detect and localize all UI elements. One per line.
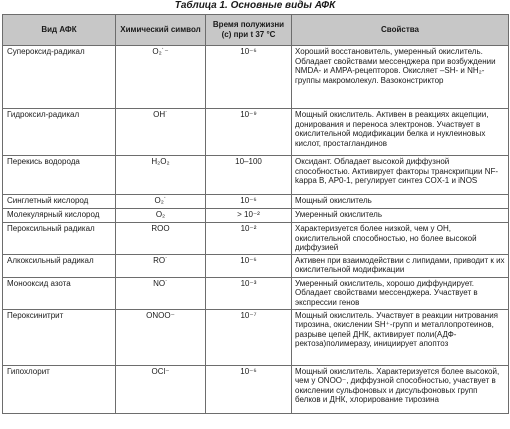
header-name: Вид АФК <box>3 15 116 46</box>
table-header-row <box>3 15 509 46</box>
header-symbol: Химический символ <box>116 15 206 46</box>
cell-properties: Умеренный окислитель <box>292 209 509 223</box>
table-row <box>3 209 509 223</box>
cell-symbol: OH˙ <box>116 109 206 156</box>
cell-properties: Мощный окислитель <box>292 195 509 209</box>
table-row <box>3 195 509 209</box>
cell-name: Синглетный кислород <box>3 195 116 209</box>
table-row <box>3 156 509 195</box>
cell-properties: Мощный окислитель. Активен в реакциях акцепции, донирования и переноса электронов. Участвует в окислительной модификации белка и нуклеиновых кислот, простагландинов <box>292 109 509 156</box>
cell-properties: Хороший восстановитель, умеренный окислитель. Обладает свойствами мессенджера при возбуждении NMDA- и AMPA-рецепторов. Окисляет –SH- и NH₂-группы макромолекул. Вазоконстриктор <box>292 46 509 109</box>
cell-half-life: 10⁻⁷ <box>206 309 292 365</box>
table-row <box>3 223 509 255</box>
cell-half-life: 10⁻⁶ <box>206 195 292 209</box>
cell-symbol: H₂O₂ <box>116 156 206 195</box>
cell-half-life: 10⁻⁶ <box>206 254 292 277</box>
cell-symbol: NO˙ <box>116 277 206 309</box>
cell-name: Супероксид-радикал <box>3 46 116 109</box>
cell-half-life: 10⁻⁹ <box>206 109 292 156</box>
table-row <box>3 309 509 365</box>
cell-name: Перекись водорода <box>3 156 116 195</box>
cell-symbol: O₂˙ <box>116 195 206 209</box>
header-properties: Свойства <box>292 15 509 46</box>
cell-name: Пероксинитрит <box>3 309 116 365</box>
cell-properties: Активен при взаимодействии с липидами, приводит к их окислительной модификации <box>292 254 509 277</box>
table-row <box>3 365 509 413</box>
cell-properties: Мощный окислитель. Характеризуется более высокой, чем у ONOO⁻, диффузной способностью, участвует в окислении сульфоновых и дисульфоновых групп белков и ДНК, хлорирование тирозина <box>292 365 509 413</box>
cell-symbol: OCl⁻ <box>116 365 206 413</box>
cell-symbol: ONOO⁻ <box>116 309 206 365</box>
table-row <box>3 109 509 156</box>
cell-half-life: 10⁻⁶ <box>206 365 292 413</box>
cell-name: Гидроксил-радикал <box>3 109 116 156</box>
afk-table <box>2 14 509 414</box>
cell-symbol: O₂˙⁻ <box>116 46 206 109</box>
cell-properties: Мощный окислитель. Участвует в реакции нитрования тирозина, окислении SH⁺-групп и металлопротеинов, разрыве цепей ДНК, активирует поли(АДФ-ректоза)полимеразу, инициирует апоптоз <box>292 309 509 365</box>
cell-half-life: 10⁻² <box>206 223 292 255</box>
cell-half-life: > 10⁻² <box>206 209 292 223</box>
cell-half-life: 10–100 <box>206 156 292 195</box>
cell-name: Алкоксильный радикал <box>3 254 116 277</box>
cell-symbol: O₂ <box>116 209 206 223</box>
table-row <box>3 277 509 309</box>
cell-symbol: RO˙ <box>116 254 206 277</box>
table-caption: Таблица 1. Основные виды АФК <box>174 0 336 11</box>
cell-symbol: ROO <box>116 223 206 255</box>
cell-properties: Умеренный окислитель, хорошо диффундирует. Обладает свойствами мессенджера. Участвует в экспрессии генов <box>292 277 509 309</box>
cell-properties: Оксидант. Обладает высокой диффузной способностью. Активирует факторы транскрипции NF-kappa B, AP0-1, регулирует синтез COX-1 и iNOS <box>292 156 509 195</box>
table-row <box>3 254 509 277</box>
cell-half-life: 10⁻³ <box>206 277 292 309</box>
cell-name: Пероксильный радикал <box>3 223 116 255</box>
header-half-life: Время полужизни (с) при t 37 °C <box>206 15 292 46</box>
cell-properties: Характеризуется более низкой, чем у OH, окислительной способностью, но более высокой диффузией <box>292 223 509 255</box>
cell-half-life: 10⁻⁶ <box>206 46 292 109</box>
cell-name: Молекулярный кислород <box>3 209 116 223</box>
cell-name: Гипохлорит <box>3 365 116 413</box>
cell-name: Монооксид азота <box>3 277 116 309</box>
table-row <box>3 46 509 109</box>
